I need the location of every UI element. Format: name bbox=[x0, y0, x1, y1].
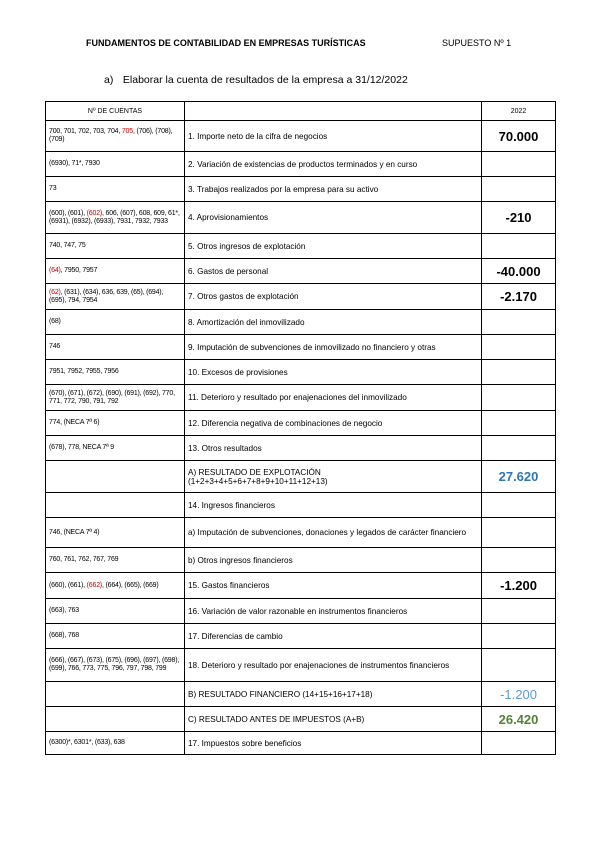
table-row bbox=[46, 461, 556, 493]
concept bbox=[185, 707, 482, 732]
concept-text: b) Otros ingresos financieros bbox=[188, 555, 293, 565]
account-code-text: , (631), (634), 636, 639, (65), (694), (695), 794, 7954 bbox=[49, 288, 164, 304]
account-code-text: , 606, (607), 608, 609, 61*, (6931), (6932), (6933), 7931, 7932, 7933 bbox=[49, 209, 180, 225]
account-code-text: (660), (661), bbox=[49, 581, 87, 589]
account-code-text: 7951, 7952, 7955, 7956 bbox=[49, 368, 119, 375]
account-codes bbox=[46, 624, 185, 649]
concept bbox=[185, 624, 482, 649]
value-2022 bbox=[482, 360, 556, 385]
value-2022: -40.000 bbox=[482, 259, 556, 284]
table-row bbox=[46, 177, 556, 202]
exercise-statement bbox=[104, 74, 408, 86]
value-2022: -1.200 bbox=[482, 573, 556, 599]
account-code-text: , 7950, 7957 bbox=[60, 267, 98, 274]
concept-text: 13. Otros resultados bbox=[188, 443, 262, 453]
concept-formula: (1+2+3+4+5+6+7+8+9+10+11+12+13) bbox=[188, 476, 328, 486]
course-title: FUNDAMENTOS DE CONTABILIDAD EN EMPRESAS TURÍSTICAS bbox=[86, 38, 366, 48]
concept-text: 4. Aprovisionamientos bbox=[188, 213, 269, 222]
account-codes bbox=[46, 152, 185, 177]
account-code-text: , (664), (665), (669) bbox=[102, 581, 159, 589]
table-row bbox=[46, 385, 556, 411]
concept bbox=[185, 310, 482, 335]
concept-text: 10. Excesos de provisiones bbox=[188, 367, 288, 377]
concept-text: A) RESULTADO DE EXPLOTACIÓN bbox=[188, 467, 321, 477]
account-code-text: 740, 747, 75 bbox=[49, 242, 86, 249]
value-2022 bbox=[482, 234, 556, 259]
account-codes bbox=[46, 259, 185, 284]
account-codes bbox=[46, 682, 185, 707]
account-code-text: (670), (671), (672), (690), (691), (692), 770, 771, 772, 790, 791, 792 bbox=[49, 389, 175, 405]
account-codes bbox=[46, 360, 185, 385]
exercise-label: a) bbox=[104, 74, 114, 86]
concept-text: B) RESULTADO FINANCIERO (14+15+16+17+18) bbox=[188, 689, 373, 699]
table-row bbox=[46, 310, 556, 335]
account-code-text: 760, 761, 762, 767, 769 bbox=[49, 556, 119, 563]
table-row bbox=[46, 682, 556, 707]
account-code-highlight: 705 bbox=[121, 128, 133, 135]
account-codes bbox=[46, 310, 185, 335]
concept-text: 5. Otros ingresos de explotación bbox=[188, 241, 306, 251]
account-codes bbox=[46, 436, 185, 461]
value-2022 bbox=[482, 310, 556, 335]
table-row bbox=[46, 121, 556, 152]
concept bbox=[185, 548, 482, 573]
concept-text: 9. Imputación de subvenciones de inmovilizado no financiero y otras bbox=[188, 342, 436, 352]
year-header: 2022 bbox=[482, 102, 556, 121]
concept-text: 18. Deterioro y resultado por enajenaciones de instrumentos financieros bbox=[188, 660, 450, 670]
concept-text: 6. Gastos de personal bbox=[188, 266, 269, 276]
value-2022 bbox=[482, 548, 556, 573]
concept bbox=[185, 732, 482, 755]
table-row bbox=[46, 202, 556, 234]
concept bbox=[185, 518, 482, 548]
table-row bbox=[46, 284, 556, 310]
value-2022 bbox=[482, 177, 556, 202]
value-2022: 26.420 bbox=[482, 707, 556, 732]
account-codes bbox=[46, 202, 185, 234]
concept bbox=[185, 493, 482, 518]
concept bbox=[185, 385, 482, 411]
account-codes bbox=[46, 385, 185, 411]
table-row bbox=[46, 707, 556, 732]
concept bbox=[185, 411, 482, 436]
account-code-highlight: (64) bbox=[49, 267, 61, 274]
account-code-text: , (706), (708), (709) bbox=[49, 128, 173, 143]
value-2022 bbox=[482, 624, 556, 649]
account-codes bbox=[46, 335, 185, 360]
account-codes bbox=[46, 493, 185, 518]
concept bbox=[185, 202, 482, 234]
income-statement-table bbox=[45, 101, 556, 755]
value-2022 bbox=[482, 436, 556, 461]
table-row bbox=[46, 360, 556, 385]
concept-text: 1. Importe neto de la cifra de negocios bbox=[188, 131, 328, 141]
account-code-highlight: (602) bbox=[86, 209, 103, 217]
concept-text: 8. Amortización del inmovilizado bbox=[188, 317, 305, 327]
account-code-text: 746 bbox=[49, 343, 61, 350]
concept-text: 17. Diferencias de cambio bbox=[188, 631, 283, 641]
concept bbox=[185, 284, 482, 310]
account-code-text: 700, 701, 702, 703, 704, bbox=[49, 128, 122, 135]
value-2022: 70.000 bbox=[482, 121, 556, 152]
concept-text: 16. Variación de valor razonable en instrumentos financieros bbox=[188, 606, 408, 616]
account-codes bbox=[46, 649, 185, 682]
value-2022 bbox=[482, 335, 556, 360]
concept bbox=[185, 436, 482, 461]
concept-text: 11. Deterioro y resultado por enajenaciones del inmovilizado bbox=[188, 393, 407, 402]
concept-text: 2. Variación de existencias de productos terminados y en curso bbox=[188, 159, 418, 169]
table-row bbox=[46, 573, 556, 599]
account-codes bbox=[46, 234, 185, 259]
concept bbox=[185, 335, 482, 360]
value-2022: -1.200 bbox=[482, 682, 556, 707]
concept bbox=[185, 152, 482, 177]
table-row bbox=[46, 152, 556, 177]
accounts-header: Nº DE CUENTAS bbox=[46, 102, 185, 121]
table-row bbox=[46, 259, 556, 284]
account-codes bbox=[46, 732, 185, 755]
account-code-highlight: (662) bbox=[86, 581, 103, 589]
table-row bbox=[46, 732, 556, 755]
concept-text: 3. Trabajos realizados por la empresa para su activo bbox=[188, 184, 379, 194]
table-row bbox=[46, 411, 556, 436]
account-codes bbox=[46, 177, 185, 202]
account-code-text: 73 bbox=[49, 185, 57, 192]
value-2022 bbox=[482, 732, 556, 755]
account-codes bbox=[46, 548, 185, 573]
value-2022 bbox=[482, 493, 556, 518]
table-header-row bbox=[46, 102, 556, 121]
concept-text: 17. Impuestos sobre beneficios bbox=[188, 738, 302, 748]
account-codes bbox=[46, 573, 185, 599]
account-codes bbox=[46, 707, 185, 732]
table-row bbox=[46, 493, 556, 518]
table-row bbox=[46, 335, 556, 360]
concept bbox=[185, 461, 482, 493]
account-codes bbox=[46, 284, 185, 310]
account-code-text: (678), 778, NECA 7ª 9 bbox=[49, 444, 114, 451]
account-code-text: 774, (NECA 7ª 6) bbox=[49, 419, 100, 426]
concept bbox=[185, 573, 482, 599]
concept-text: 7. Otros gastos de explotación bbox=[188, 292, 299, 301]
table-row bbox=[46, 649, 556, 682]
value-2022: -210 bbox=[482, 202, 556, 234]
case-number: SUPUESTO Nº 1 bbox=[442, 38, 512, 48]
table-row bbox=[46, 599, 556, 624]
concept-text: 12. Diferencia negativa de combinaciones de negocio bbox=[188, 418, 383, 428]
concept-text: a) Imputación de subvenciones, donaciones y legados de carácter financiero bbox=[188, 528, 467, 537]
account-code-text: (6300)*, 6301*, (633), 638 bbox=[49, 739, 125, 746]
account-codes bbox=[46, 461, 185, 493]
concept bbox=[185, 360, 482, 385]
account-code-text: 746, (NECA 7ª 4) bbox=[49, 528, 100, 536]
account-code-highlight: (62) bbox=[49, 288, 61, 296]
account-code-text: (666), (667), (673), (675), (696), (697), (698), (699), 766, 773, 775, 796, 797, 798, 799 bbox=[49, 657, 180, 672]
value-2022: 27.620 bbox=[482, 461, 556, 493]
concept-text: 14. Ingresos financieros bbox=[188, 500, 275, 510]
concept bbox=[185, 234, 482, 259]
account-code-text: (6930), 71*, 7930 bbox=[49, 160, 100, 167]
value-2022 bbox=[482, 385, 556, 411]
table-row bbox=[46, 548, 556, 573]
value-2022 bbox=[482, 518, 556, 548]
account-codes bbox=[46, 599, 185, 624]
account-codes bbox=[46, 411, 185, 436]
value-2022 bbox=[482, 152, 556, 177]
exercise-text: Elaborar la cuenta de resultados de la empresa a 31/12/2022 bbox=[122, 74, 408, 86]
account-codes bbox=[46, 518, 185, 548]
concept bbox=[185, 121, 482, 152]
value-2022 bbox=[482, 649, 556, 682]
concept bbox=[185, 177, 482, 202]
concept-header bbox=[185, 102, 482, 121]
account-code-text: (668), 768 bbox=[49, 632, 79, 639]
account-code-text: (68) bbox=[49, 318, 61, 325]
table-row bbox=[46, 234, 556, 259]
value-2022: -2.170 bbox=[482, 284, 556, 310]
value-2022 bbox=[482, 599, 556, 624]
concept-text: C) RESULTADO ANTES DE IMPUESTOS (A+B) bbox=[188, 714, 365, 724]
concept bbox=[185, 599, 482, 624]
concept bbox=[185, 649, 482, 682]
concept bbox=[185, 682, 482, 707]
table-row bbox=[46, 436, 556, 461]
concept bbox=[185, 259, 482, 284]
account-code-text: (600), (601), bbox=[49, 209, 87, 217]
account-codes bbox=[46, 121, 185, 152]
table-row bbox=[46, 624, 556, 649]
concept-text: 15. Gastos financieros bbox=[188, 581, 270, 590]
table-row bbox=[46, 518, 556, 548]
value-2022 bbox=[482, 411, 556, 436]
account-code-text: (663), 763 bbox=[49, 607, 79, 614]
